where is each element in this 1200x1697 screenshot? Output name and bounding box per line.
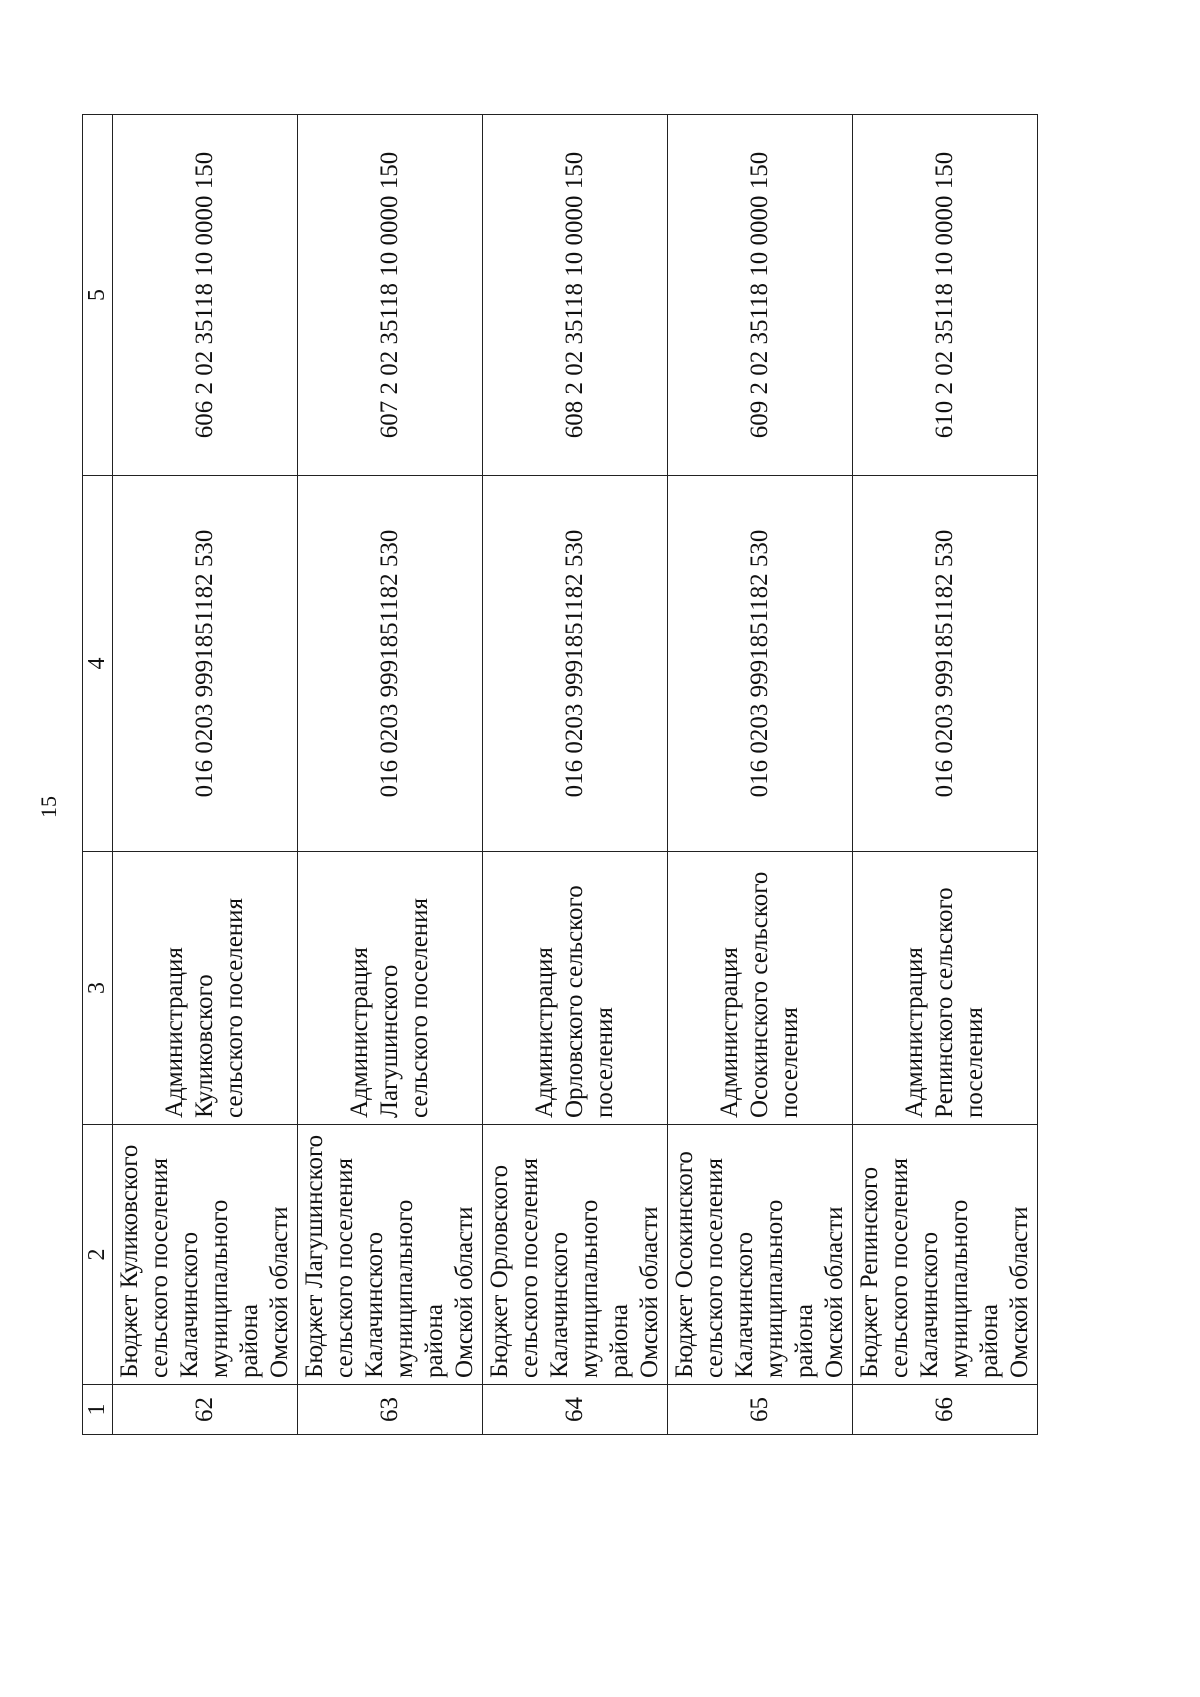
administrator-line: Осокинского сельского — [745, 871, 773, 1118]
budget-name-line: муниципального района — [390, 1199, 448, 1378]
budget-allocation-table — [82, 114, 1038, 1435]
expense-code-cell: 016 0203 9991851182 530 — [482, 476, 667, 852]
budget-name-cell — [482, 1125, 667, 1385]
column-header-5: 5 — [83, 115, 113, 476]
revenue-code-cell: 610 2 02 35118 10 0000 150 — [852, 115, 1037, 476]
table-header-row — [83, 115, 113, 1435]
budget-name-line: муниципального района — [945, 1199, 1003, 1378]
expense-code-cell: 016 0203 9991851182 530 — [667, 476, 852, 852]
budget-name-line: Омской области — [635, 1206, 663, 1378]
budget-name-line: Бюджет Репинского — [855, 1166, 883, 1378]
budget-name-line: муниципального района — [760, 1199, 818, 1378]
administrator-line: поселения — [960, 1007, 988, 1118]
budget-name-line: Бюджет Куликовского — [115, 1144, 143, 1378]
budget-name-line: сельского поселения — [885, 1157, 913, 1378]
revenue-code-cell: 607 2 02 35118 10 0000 150 — [297, 115, 482, 476]
administrator-cell — [852, 852, 1037, 1125]
administrator-line: сельского поселения — [220, 897, 248, 1118]
budget-name-line: Омской области — [265, 1206, 293, 1378]
budget-name-line: муниципального района — [575, 1199, 633, 1378]
column-header-4: 4 — [83, 476, 113, 852]
column-header-2: 2 — [83, 1125, 113, 1385]
expense-code-cell: 016 0203 9991851182 530 — [297, 476, 482, 852]
column-header-1: 1 — [83, 1385, 113, 1435]
revenue-code-cell: 608 2 02 35118 10 0000 150 — [482, 115, 667, 476]
table-row — [667, 115, 852, 1435]
row-number: 66 — [852, 1385, 1037, 1435]
budget-name-line: Калачинского — [730, 1231, 758, 1378]
budget-name-line: сельского поселения — [145, 1157, 173, 1378]
page-number: 15 — [36, 796, 61, 818]
administrator-line: Лагушинского — [375, 964, 403, 1118]
expense-code-cell: 016 0203 9991851182 530 — [852, 476, 1037, 852]
administrator-line: сельского поселения — [405, 897, 433, 1118]
administrator-line: Куликовского — [190, 974, 218, 1118]
administrator-line: поселения — [590, 1007, 618, 1118]
budget-name-line: Калачинского — [915, 1231, 943, 1378]
table-row — [297, 115, 482, 1435]
administrator-line: Репинского сельского — [930, 887, 958, 1118]
row-number: 65 — [667, 1385, 852, 1435]
administrator-line: Администрация — [900, 947, 928, 1118]
row-number: 64 — [482, 1385, 667, 1435]
budget-name-line: сельского поселения — [700, 1157, 728, 1378]
budget-name-line: Бюджет Лагушинского — [300, 1134, 328, 1378]
administrator-cell — [482, 852, 667, 1125]
row-number: 63 — [297, 1385, 482, 1435]
budget-name-line: Бюджет Осокинского — [670, 1151, 698, 1378]
administrator-line: Орловского сельского — [560, 885, 588, 1118]
table-row — [112, 115, 297, 1435]
budget-name-line: Омской области — [450, 1206, 478, 1378]
expense-code-cell: 016 0203 9991851182 530 — [112, 476, 297, 852]
table-row — [482, 115, 667, 1435]
budget-name-cell — [297, 1125, 482, 1385]
budget-name-cell — [112, 1125, 297, 1385]
revenue-code-cell: 609 2 02 35118 10 0000 150 — [667, 115, 852, 476]
budget-name-line: Омской области — [820, 1206, 848, 1378]
row-number: 62 — [112, 1385, 297, 1435]
budget-name-cell — [852, 1125, 1037, 1385]
administrator-line: поселения — [775, 1007, 803, 1118]
budget-name-line: муниципального района — [205, 1199, 263, 1378]
administrator-line: Администрация — [715, 947, 743, 1118]
administrator-line: Администрация — [160, 947, 188, 1118]
table-row — [852, 115, 1037, 1435]
column-header-3: 3 — [83, 852, 113, 1125]
administrator-cell — [297, 852, 482, 1125]
budget-name-line: Бюджет Орловского — [485, 1164, 513, 1378]
budget-name-cell — [667, 1125, 852, 1385]
administrator-cell — [667, 852, 852, 1125]
budget-name-line: Калачинского — [360, 1231, 388, 1378]
revenue-code-cell: 606 2 02 35118 10 0000 150 — [112, 115, 297, 476]
administrator-line: Администрация — [530, 947, 558, 1118]
administrator-line: Администрация — [345, 947, 373, 1118]
administrator-cell — [112, 852, 297, 1125]
budget-name-line: Омской области — [1005, 1206, 1033, 1378]
budget-name-line: Калачинского — [545, 1231, 573, 1378]
budget-name-line: сельского поселения — [515, 1157, 543, 1378]
budget-name-line: сельского поселения — [330, 1157, 358, 1378]
budget-name-line: Калачинского — [175, 1231, 203, 1378]
